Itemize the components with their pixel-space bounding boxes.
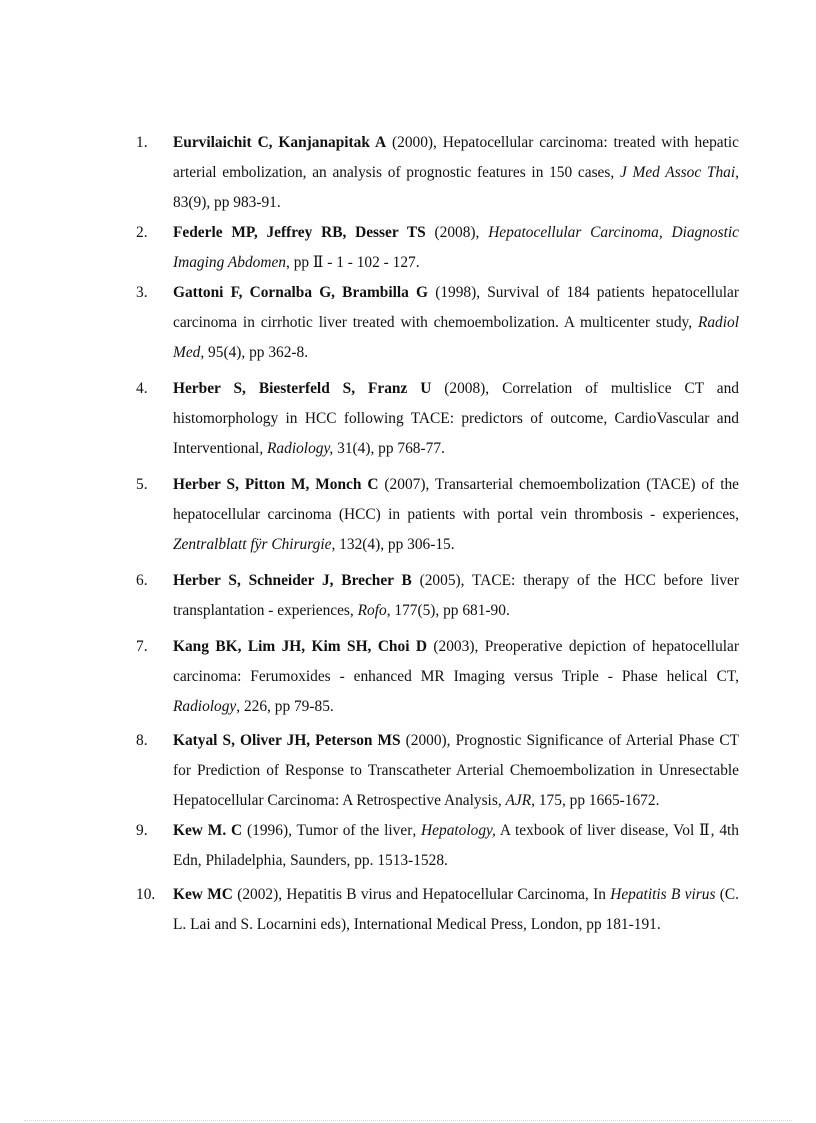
- reference-authors: Federle MP, Jeffrey RB, Desser TS: [173, 224, 426, 241]
- reference-year: (2000),: [400, 732, 456, 749]
- reference-authors: Katyal S, Oliver JH, Peterson MS: [173, 732, 401, 749]
- reference-details: , pp Ⅱ - 1 - 102 - 127.: [286, 254, 420, 271]
- reference-journal: , Rofo: [349, 602, 387, 619]
- reference-details: 95(4), pp 362-8.: [204, 344, 309, 361]
- reference-title: Preoperative depiction of hepatocellular carcinoma: Ferumoxides - enhanced MR Imaging versus Triple - Phase helical CT,: [173, 638, 739, 685]
- reference-item: [136, 816, 739, 876]
- reference-number: 8.: [136, 732, 148, 749]
- reference-title: Tumor of the liver: [296, 822, 413, 839]
- reference-text: [173, 470, 739, 560]
- reference-journal: Radiol Med,: [173, 314, 739, 361]
- reference-text: [173, 218, 739, 278]
- reference-text: [173, 726, 739, 816]
- reference-number: 10.: [136, 886, 156, 903]
- reference-item: [136, 374, 739, 464]
- reference-text: [173, 632, 739, 722]
- reference-list: [136, 128, 739, 940]
- reference-details: 83(9), pp 983-91.: [173, 194, 281, 211]
- reference-title: Hepatocellular carcinoma: treated with hepatic arterial embolization, an analysis of prognostic features in 150 cases,: [173, 134, 739, 181]
- reference-number: 2.: [136, 224, 148, 241]
- reference-title: Correlation of multislice CT and histomorphology in HCC following TACE: predictors of outcome, CardioVascular and Interventional: [173, 380, 739, 457]
- reference-number: 5.: [136, 476, 148, 493]
- reference-details: 31(4), pp 768-77.: [333, 440, 445, 457]
- reference-number: 3.: [136, 284, 148, 301]
- reference-title: Prognostic Significance of Arterial Phase CT for Prediction of Response to Transcatheter Arterial Chemoembolization in Unresectable Hepatocellular Carcinoma: A Retrospective Analysis,: [173, 732, 739, 809]
- reference-details: , 177(5), pp 681-90.: [386, 602, 510, 619]
- reference-journal: AJR,: [505, 792, 536, 809]
- reference-year: (2008),: [425, 224, 489, 241]
- reference-title: TACE: therapy of the HCC before liver transplantation - experiences: [173, 572, 740, 619]
- reference-number: 9.: [136, 822, 148, 839]
- reference-year: (2002),: [232, 886, 287, 903]
- reference-journal: , Radiology,: [259, 440, 334, 457]
- reference-authors: Herber S, Schneider J, Brecher B: [173, 572, 412, 589]
- reference-authors: Kew MC: [173, 886, 233, 903]
- reference-journal: Hepatitis B virus: [610, 886, 716, 903]
- reference-number: 6.: [136, 572, 148, 589]
- reference-item: [136, 128, 739, 218]
- reference-details: (C. L. Lai and S. Locarnini eds), International Medical Press, London, pp 181-191.: [173, 886, 740, 933]
- reference-details: A texbook of liver disease, Vol Ⅱ, 4th Edn, Philadelphia, Saunders, pp. 1513-1528.: [173, 822, 740, 869]
- reference-authors: Herber S, Biesterfeld S, Franz U: [173, 380, 432, 397]
- reference-year: (2003),: [427, 638, 485, 655]
- reference-item: [136, 470, 739, 560]
- reference-title: Transarterial chemoembolization (TACE) of the hepatocellular carcinoma (HCC) in patients with portal vein thrombosis - experiences,: [173, 476, 739, 523]
- reference-text: [173, 278, 739, 368]
- reference-number: 1.: [136, 134, 148, 151]
- reference-title: Survival of 184 patients hepatocellular carcinoma in cirrhotic liver treated with chemoembolization. A multicenter study,: [173, 284, 740, 331]
- reference-year: (1998),: [428, 284, 488, 301]
- reference-journal: Radiology: [173, 698, 237, 715]
- reference-authors: Kew M. C: [173, 822, 243, 839]
- reference-text: [173, 880, 739, 940]
- reference-year: (2008),: [431, 380, 503, 397]
- reference-details: 175, pp 1665-1672.: [535, 792, 660, 809]
- reference-item: [136, 880, 739, 940]
- reference-journal: J Med Assoc Thai,: [619, 164, 739, 181]
- reference-details: , 226, pp 79-85.: [236, 698, 334, 715]
- reference-text: [173, 128, 739, 218]
- reference-journal: , Hepatology,: [412, 822, 496, 839]
- reference-text: [173, 374, 739, 464]
- reference-item: [136, 278, 739, 368]
- reference-year: (2005),: [411, 572, 473, 589]
- reference-journal: Zentralblatt fÿr Chirurgie,: [173, 536, 336, 553]
- reference-item: [136, 218, 739, 278]
- reference-authors: Herber S, Pitton M, Monch C: [173, 476, 379, 493]
- reference-item: [136, 632, 739, 722]
- reference-authors: Gattoni F, Cornalba G, Brambilla G: [173, 284, 429, 301]
- reference-year: (1996),: [242, 822, 297, 839]
- reference-number: 7.: [136, 638, 148, 655]
- reference-title: Hepatitis B virus and Hepatocellular Carcinoma, In: [286, 886, 611, 903]
- reference-journal: Hepatocellular Carcinoma, Diagnostic Imaging Abdomen: [173, 224, 739, 271]
- reference-authors: Eurvilaichit C, Kanjanapitak A: [173, 134, 387, 151]
- reference-text: [173, 816, 739, 876]
- reference-year: (2000),: [386, 134, 443, 151]
- reference-text: [173, 566, 739, 626]
- reference-number: 4.: [136, 380, 148, 397]
- page-footer-divider: [24, 1120, 792, 1121]
- reference-item: [136, 566, 739, 626]
- reference-item: [136, 726, 739, 816]
- reference-year: (2007),: [378, 476, 435, 493]
- reference-authors: Kang BK, Lim JH, Kim SH, Choi D: [173, 638, 427, 655]
- reference-details: 132(4), pp 306-15.: [335, 536, 455, 553]
